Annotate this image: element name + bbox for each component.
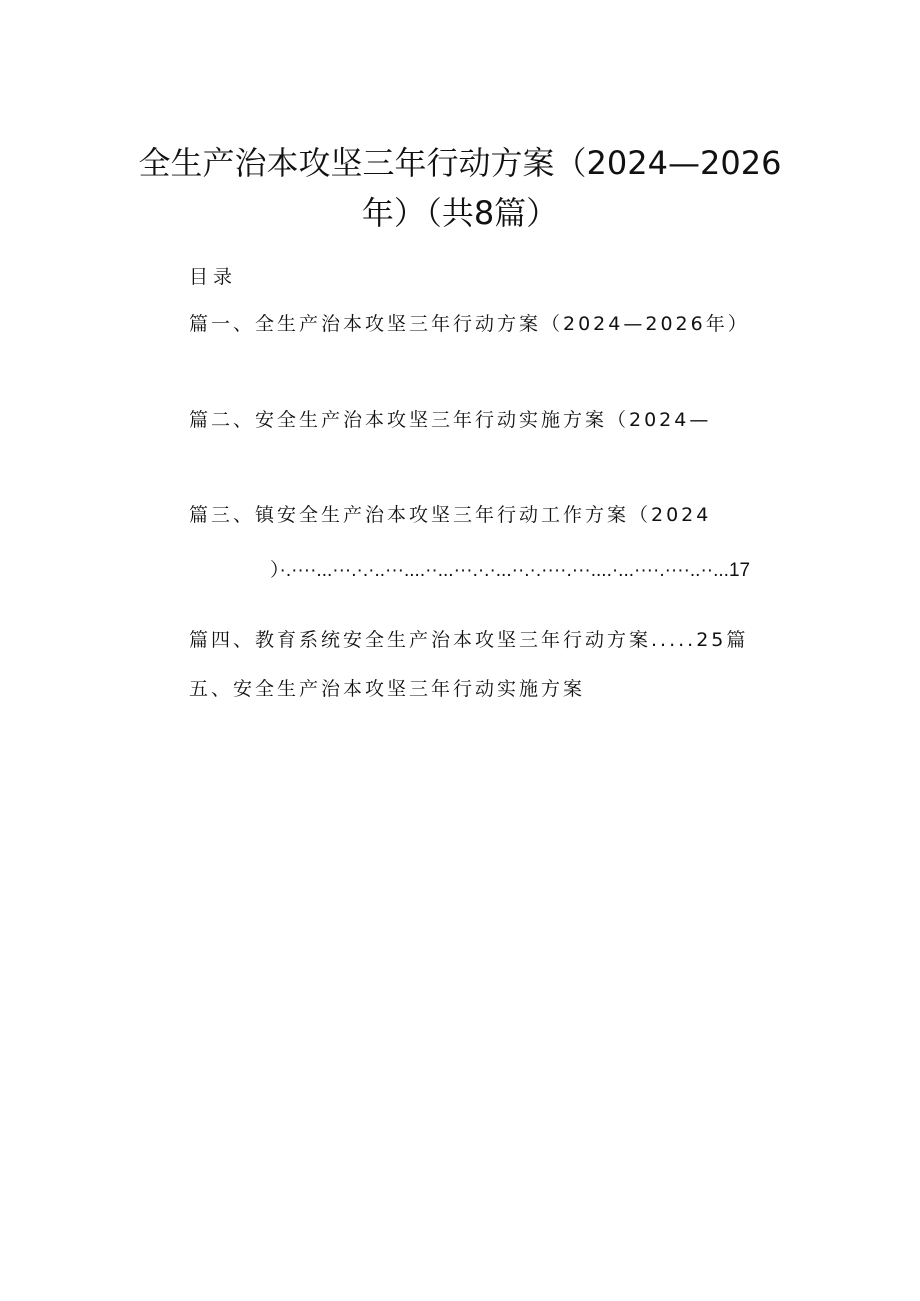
title-line-2: 年）（共8篇）: [361, 194, 559, 232]
toc-entry-3-continuation[interactable]: ）·.····...···.·.·..···....··...···.·.·...··.·.····.···....·...····.····..··...17: [270, 560, 751, 581]
toc-entry-4[interactable]: 篇四、教育系统安全生产治本攻坚三年行动方案.....25篇: [189, 629, 749, 651]
toc-heading: 目录: [189, 266, 238, 288]
toc-entry-1[interactable]: 篇一、全生产治本攻坚三年行动方案（2024—2026年）: [189, 313, 750, 335]
title-line-1: 全生产治本攻坚三年行动方案（2024—2026: [138, 144, 782, 182]
toc-entry-2[interactable]: 篇二、安全生产治本攻坚三年行动实施方案（2024—: [189, 409, 712, 431]
toc-entry-5[interactable]: 五、安全生产治本攻坚三年行动实施方案: [189, 678, 586, 700]
toc-entry-3[interactable]: 篇三、镇安全生产治本攻坚三年行动工作方案（2024: [189, 504, 712, 526]
document-title: [130, 138, 790, 238]
